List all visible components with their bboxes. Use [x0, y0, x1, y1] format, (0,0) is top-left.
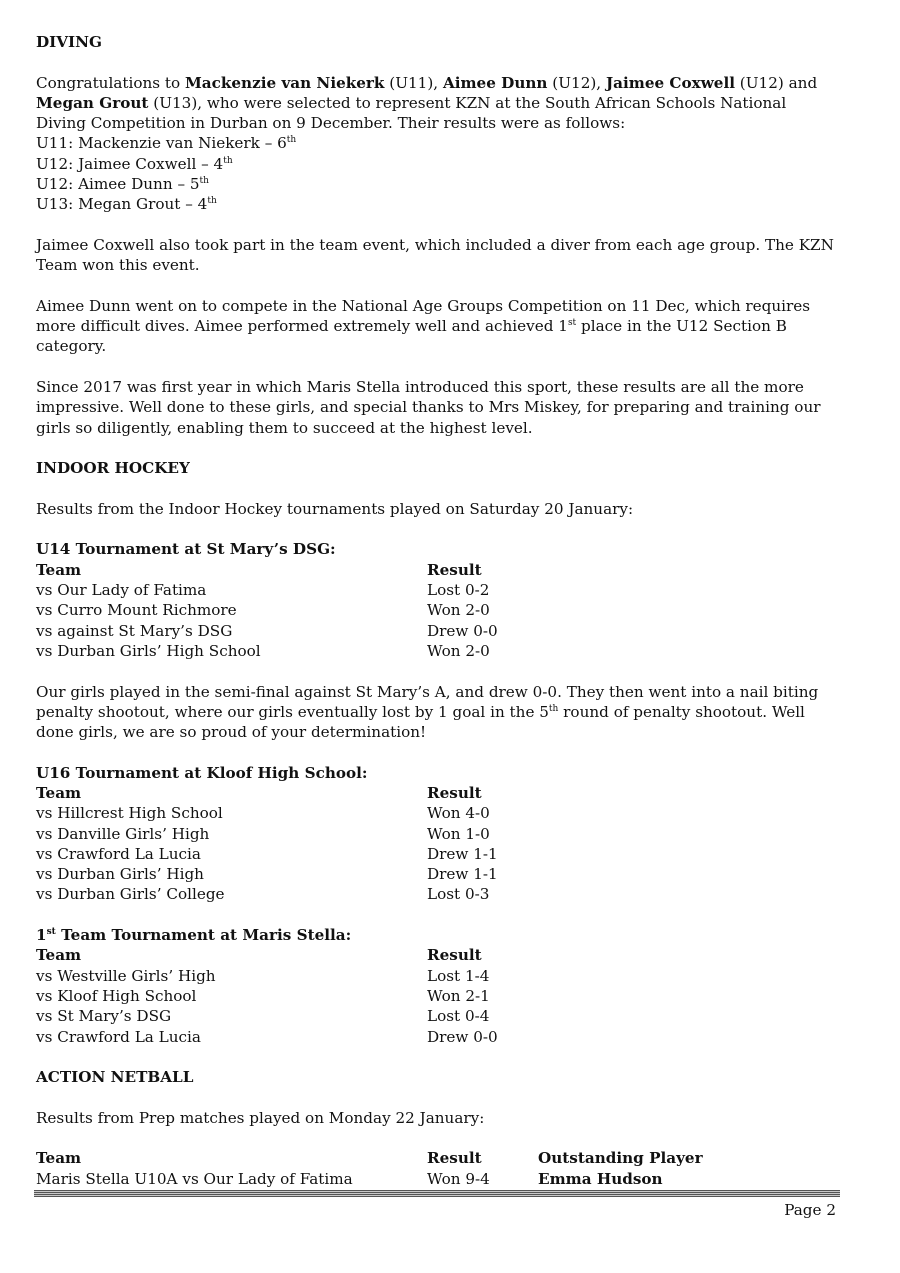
- table-row: vs against St Mary’s DSG Drew 0-0: [36, 621, 498, 640]
- diving-heading: DIVING: [36, 33, 103, 51]
- diving-closing-paragraph: Since 2017 was first year in which Maris Stella introduced this sport, these results are all the more impressive. Well done to these girls, and special thanks to Mrs Miskey, for preparing and training our girls so diligently, enabling them to succeed at the highest level.: [36, 378, 821, 437]
- table-row: vs St Mary’s DSG Lost 0-4: [36, 1007, 490, 1026]
- diving-result: U12: Jaimee Coxwell – 4th: [36, 154, 233, 173]
- u14-tournament-title: U14 Tournament at St Mary’s DSG:: [36, 540, 336, 559]
- diving-intro: Congratulations to Mackenzie van Niekerk (U11), Aimee Dunn (U12), Jaimee Coxwell (U12) and Megan Grout (U13), who were selected to represent KZN at the South African Schools National Diving Competition in Durban on 9 December. Their results were as follows:: [36, 73, 818, 133]
- column-result: Result: [427, 1149, 482, 1168]
- diver-name: Aimee Dunn: [442, 73, 548, 92]
- diver-name: Mackenzie van Niekerk: [184, 73, 385, 92]
- diver-name: Megan Grout: [36, 93, 149, 112]
- indoor-hockey-heading: INDOOR HOCKEY: [36, 459, 190, 478]
- age-groups-paragraph: Aimee Dunn went on to compete in the National Age Groups Competition on 11 Dec, which requires more difficult dives. Aimee performed extremely well and achieved 1st place in the U12 Section B category.: [36, 296, 811, 356]
- table-row: vs Crawford La Lucia Drew 1-1: [36, 844, 498, 863]
- column-result: Result: [427, 783, 482, 802]
- diving-result: U12: Aimee Dunn – 5th: [36, 175, 209, 194]
- column-outstanding-player: Outstanding Player: [538, 1149, 703, 1168]
- footer-rule: [34, 1190, 840, 1197]
- team-event-paragraph: Jaimee Coxwell also took part in the team event, which included a diver from each age group. The KZN Team won this event.: [36, 235, 834, 275]
- indoor-hockey-intro: Results from the Indoor Hockey tournaments played on Saturday 20 January:: [36, 499, 634, 518]
- diving-result: U13: Megan Grout – 4th: [36, 195, 217, 214]
- table-row: vs Durban Girls’ High School Won 2-0: [36, 641, 490, 660]
- table-row: vs Westville Girls’ High Lost 1-4: [36, 966, 490, 985]
- table-header: [36, 1148, 840, 1168]
- column-result: Result: [427, 560, 482, 579]
- outstanding-player: Emma Hudson: [538, 1169, 663, 1188]
- table-row: vs Curro Mount Richmore Won 2-0: [36, 601, 490, 620]
- diving-result: U11: Mackenzie van Niekerk – 6th: [36, 134, 297, 153]
- table-row: Maris Stella U10A vs Our Lady of Fatima Won 9-4 Emma Hudson: [36, 1169, 663, 1188]
- u16-tournament-title: U16 Tournament at Kloof High School:: [36, 763, 368, 782]
- table-row: vs Durban Girls’ College Lost 0-3: [36, 885, 490, 904]
- u14-summary-paragraph: Our girls played in the semi-final against St Mary’s A, and drew 0-0. They then went into a nail biting penalty shootout, where our girls eventually lost by 1 goal in the 5th round of penalty shootout. Well done girls, we are so proud of your determination!: [36, 682, 819, 742]
- column-result: Result: [427, 946, 482, 965]
- column-team: Team: [36, 560, 82, 579]
- table-row: vs Our Lady of Fatima Lost 0-2: [36, 581, 490, 600]
- page-number: Page 2: [784, 1201, 836, 1219]
- action-netball-intro: Results from Prep matches played on Monday 22 January:: [36, 1108, 485, 1127]
- column-team: Team: [36, 946, 82, 965]
- column-team: Team: [36, 783, 82, 802]
- table-row: vs Kloof High School Won 2-1: [36, 986, 490, 1005]
- document-page: [36, 32, 840, 1189]
- column-team: Team: [36, 1149, 82, 1168]
- table-header: [36, 945, 840, 965]
- table-row: vs Crawford La Lucia Drew 0-0: [36, 1027, 498, 1046]
- table-row: vs Hillcrest High School Won 4-0: [36, 804, 490, 823]
- table-row: vs Danville Girls’ High Won 1-0: [36, 824, 490, 843]
- diver-name: Jaimee Coxwell: [605, 73, 735, 92]
- first-team-tournament-title: 1st Team Tournament at Maris Stella:: [36, 926, 352, 945]
- table-header: [36, 560, 840, 580]
- action-netball-heading: ACTION NETBALL: [36, 1068, 194, 1087]
- table-row: vs Durban Girls’ High Drew 1-1: [36, 865, 498, 884]
- table-header: [36, 783, 840, 803]
